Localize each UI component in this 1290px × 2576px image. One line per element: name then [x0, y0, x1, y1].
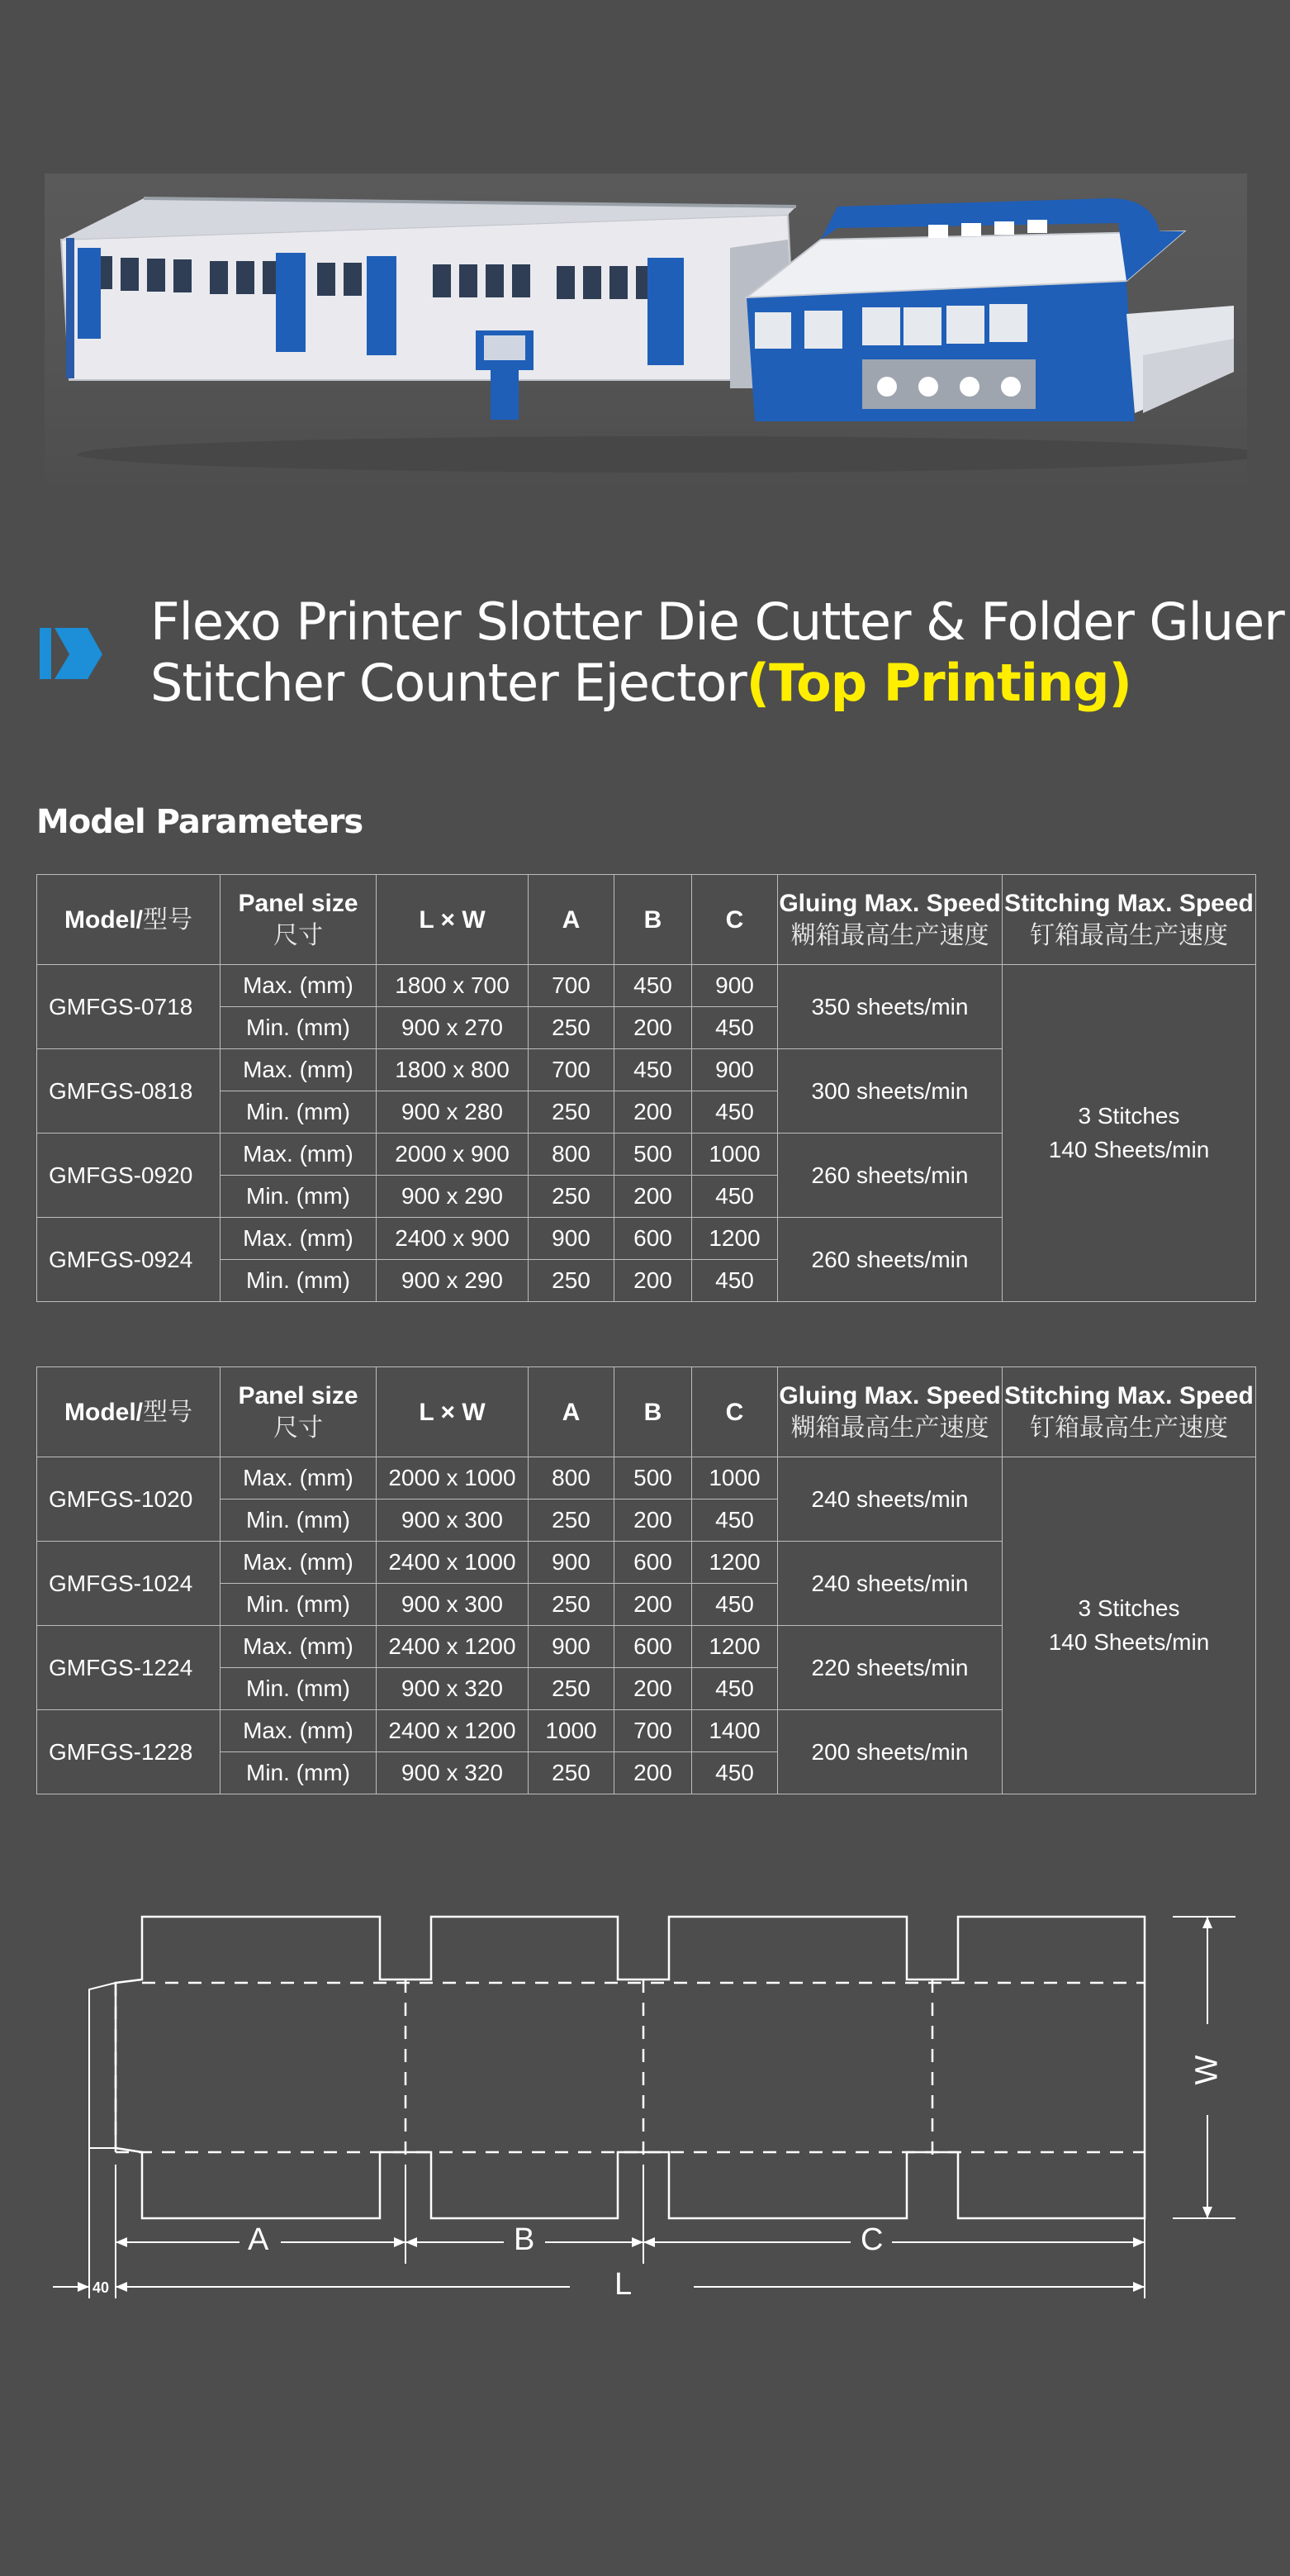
size-label: Min. (mm)	[221, 1007, 377, 1049]
dimension-flap-label: 40	[92, 2279, 110, 2296]
size-label: Min. (mm)	[221, 1668, 377, 1710]
header-stitching-cn: 钉箱最高生产速度	[1030, 922, 1228, 949]
model-name: GMFGS-0818	[37, 1049, 221, 1134]
header-model	[37, 1367, 221, 1457]
size-label: Min. (mm)	[221, 1499, 377, 1542]
a-value: 250	[529, 1007, 614, 1049]
size-label: Min. (mm)	[221, 1752, 377, 1794]
dimension-b-label: B	[514, 2222, 535, 2257]
box-blank-diagram	[0, 1900, 1290, 2330]
c-value: 1000	[692, 1134, 778, 1176]
size-label: Min. (mm)	[221, 1584, 377, 1626]
lw-value: 900 x 300	[377, 1584, 529, 1626]
gluing-speed: 220 sheets/min	[778, 1626, 1003, 1710]
machine-illustration	[45, 173, 1247, 484]
size-label: Min. (mm)	[221, 1176, 377, 1218]
header-a-label: A	[562, 1398, 581, 1426]
c-value: 450	[692, 1584, 778, 1626]
lw-value: 900 x 320	[377, 1668, 529, 1710]
header-panel	[221, 875, 377, 965]
b-value: 200	[614, 1752, 692, 1794]
c-value: 1200	[692, 1626, 778, 1668]
model-name: GMFGS-1224	[37, 1626, 221, 1710]
lw-value: 1800 x 700	[377, 965, 529, 1007]
header-lw	[377, 875, 529, 965]
b-value: 200	[614, 1584, 692, 1626]
size-label: Min. (mm)	[221, 1260, 377, 1302]
header-stitching-label: Stitching Max. Speed	[1004, 890, 1254, 917]
lw-value: 900 x 300	[377, 1499, 529, 1542]
lw-value: 2000 x 900	[377, 1134, 529, 1176]
lw-value: 900 x 270	[377, 1007, 529, 1049]
table-row	[37, 1457, 1256, 1499]
stitching-rate: 140 Sheets/min	[1048, 1136, 1210, 1162]
table-header-row	[37, 875, 1256, 965]
section-title: Model Parameters	[36, 803, 363, 841]
a-value: 800	[529, 1457, 614, 1499]
c-value: 450	[692, 1668, 778, 1710]
size-label: Max. (mm)	[221, 1626, 377, 1668]
header-c-label: C	[725, 905, 744, 934]
machine-image	[45, 173, 1247, 484]
c-value: 900	[692, 965, 778, 1007]
lw-value: 900 x 290	[377, 1176, 529, 1218]
size-label: Max. (mm)	[221, 965, 377, 1007]
header-model	[37, 875, 221, 965]
header-panel-cn: 尺寸	[273, 1414, 323, 1442]
b-value: 600	[614, 1218, 692, 1260]
header-stitching-label: Stitching Max. Speed	[1004, 1382, 1254, 1409]
a-value: 900	[529, 1218, 614, 1260]
header-stitching-cn: 钉箱最高生产速度	[1030, 1414, 1228, 1442]
model-parameters-table-1	[36, 874, 1256, 1302]
lw-value: 900 x 280	[377, 1091, 529, 1134]
stitching-count: 3 Stitches	[1078, 1102, 1180, 1129]
lw-value: 900 x 290	[377, 1260, 529, 1302]
stitching-rate: 140 Sheets/min	[1048, 1628, 1210, 1655]
header-panel-label: Panel size	[238, 890, 358, 917]
c-value: 1000	[692, 1457, 778, 1499]
a-value: 250	[529, 1499, 614, 1542]
model-parameters-table-2	[36, 1366, 1256, 1794]
model-name: GMFGS-0924	[37, 1218, 221, 1302]
header-gluing	[778, 1367, 1003, 1457]
page-title-highlight: (Top Printing)	[746, 653, 1131, 713]
gluing-speed: 240 sheets/min	[778, 1542, 1003, 1626]
header-panel	[221, 1367, 377, 1457]
c-value: 450	[692, 1007, 778, 1049]
a-value: 250	[529, 1091, 614, 1134]
a-value: 250	[529, 1752, 614, 1794]
a-value: 250	[529, 1668, 614, 1710]
a-value: 700	[529, 1049, 614, 1091]
stitching-speed	[1003, 965, 1256, 1302]
b-value: 500	[614, 1134, 692, 1176]
header-b	[614, 875, 692, 965]
b-value: 600	[614, 1542, 692, 1584]
b-value: 200	[614, 1260, 692, 1302]
b-value: 200	[614, 1668, 692, 1710]
lw-value: 2400 x 1000	[377, 1542, 529, 1584]
header-b-label: B	[643, 905, 662, 934]
header-a	[529, 1367, 614, 1457]
c-value: 1400	[692, 1710, 778, 1752]
b-value: 200	[614, 1007, 692, 1049]
c-value: 450	[692, 1091, 778, 1134]
header-b-label: B	[643, 1398, 662, 1426]
header-model-cn: 型号	[143, 1398, 192, 1426]
brand-logo-icon	[40, 625, 106, 682]
header-a-label: A	[562, 905, 581, 934]
header-model-label: Model/	[64, 1398, 143, 1426]
header-lw-label: L × W	[419, 905, 486, 934]
gluing-speed: 240 sheets/min	[778, 1457, 1003, 1542]
header-gluing	[778, 875, 1003, 965]
b-value: 500	[614, 1457, 692, 1499]
header-gluing-label: Gluing Max. Speed	[779, 1382, 1001, 1409]
a-value: 700	[529, 965, 614, 1007]
c-value: 900	[692, 1049, 778, 1091]
header-c	[692, 875, 778, 965]
header-lw	[377, 1367, 529, 1457]
header-b	[614, 1367, 692, 1457]
size-label: Max. (mm)	[221, 1457, 377, 1499]
a-value: 900	[529, 1626, 614, 1668]
b-value: 450	[614, 965, 692, 1007]
b-value: 200	[614, 1176, 692, 1218]
lw-value: 2400 x 900	[377, 1218, 529, 1260]
c-value: 1200	[692, 1218, 778, 1260]
gluing-speed: 350 sheets/min	[778, 965, 1003, 1049]
b-value: 200	[614, 1499, 692, 1542]
gluing-speed: 200 sheets/min	[778, 1710, 1003, 1794]
model-name: GMFGS-1020	[37, 1457, 221, 1542]
b-value: 450	[614, 1049, 692, 1091]
a-value: 1000	[529, 1710, 614, 1752]
header-c-label: C	[725, 1398, 744, 1426]
dimension-c-label: C	[861, 2222, 884, 2257]
c-value: 450	[692, 1752, 778, 1794]
title-block	[40, 578, 1284, 727]
c-value: 1200	[692, 1542, 778, 1584]
gluing-speed: 260 sheets/min	[778, 1218, 1003, 1302]
size-label: Max. (mm)	[221, 1134, 377, 1176]
header-stitching	[1003, 1367, 1256, 1457]
a-value: 250	[529, 1260, 614, 1302]
page-title-line1: Flexo Printer Slotter Die Cutter & Folder Gluer	[150, 592, 1284, 652]
model-name: GMFGS-0718	[37, 965, 221, 1049]
c-value: 450	[692, 1260, 778, 1302]
header-lw-label: L × W	[419, 1398, 486, 1426]
header-panel-cn: 尺寸	[273, 922, 323, 949]
header-panel-label: Panel size	[238, 1382, 358, 1409]
gluing-speed: 300 sheets/min	[778, 1049, 1003, 1134]
c-value: 450	[692, 1176, 778, 1218]
a-value: 250	[529, 1176, 614, 1218]
size-label: Max. (mm)	[221, 1710, 377, 1752]
lw-value: 2000 x 1000	[377, 1457, 529, 1499]
table-row	[37, 965, 1256, 1007]
page-title-line2	[150, 653, 1131, 713]
header-a	[529, 875, 614, 965]
header-c	[692, 1367, 778, 1457]
size-label: Max. (mm)	[221, 1049, 377, 1091]
size-label: Min. (mm)	[221, 1091, 377, 1134]
dimension-w-label: W	[1189, 2055, 1225, 2085]
dimension-l-label: L	[614, 2267, 633, 2302]
header-gluing-cn: 糊箱最高生产速度	[790, 922, 989, 949]
stitching-count: 3 Stitches	[1078, 1595, 1180, 1621]
a-value: 250	[529, 1584, 614, 1626]
b-value: 200	[614, 1091, 692, 1134]
c-value: 450	[692, 1499, 778, 1542]
lw-value: 2400 x 1200	[377, 1626, 529, 1668]
size-label: Max. (mm)	[221, 1218, 377, 1260]
size-label: Max. (mm)	[221, 1542, 377, 1584]
table-header-row	[37, 1367, 1256, 1457]
stitching-speed	[1003, 1457, 1256, 1794]
b-value: 600	[614, 1626, 692, 1668]
page-title-line2-text: Stitcher Counter Ejector	[150, 653, 747, 713]
gluing-speed: 260 sheets/min	[778, 1134, 1003, 1218]
b-value: 700	[614, 1710, 692, 1752]
lw-value: 2400 x 1200	[377, 1710, 529, 1752]
a-value: 900	[529, 1542, 614, 1584]
dimension-a-label: A	[248, 2222, 269, 2257]
header-model-label: Model/	[64, 905, 143, 934]
header-gluing-label: Gluing Max. Speed	[779, 890, 1001, 917]
model-name: GMFGS-1228	[37, 1710, 221, 1794]
model-name: GMFGS-1024	[37, 1542, 221, 1626]
lw-value: 1800 x 800	[377, 1049, 529, 1091]
box-blank-drawing	[0, 1900, 1290, 2330]
header-model-cn: 型号	[143, 905, 192, 934]
header-stitching	[1003, 875, 1256, 965]
a-value: 800	[529, 1134, 614, 1176]
lw-value: 900 x 320	[377, 1752, 529, 1794]
model-name: GMFGS-0920	[37, 1134, 221, 1218]
header-gluing-cn: 糊箱最高生产速度	[790, 1414, 989, 1442]
